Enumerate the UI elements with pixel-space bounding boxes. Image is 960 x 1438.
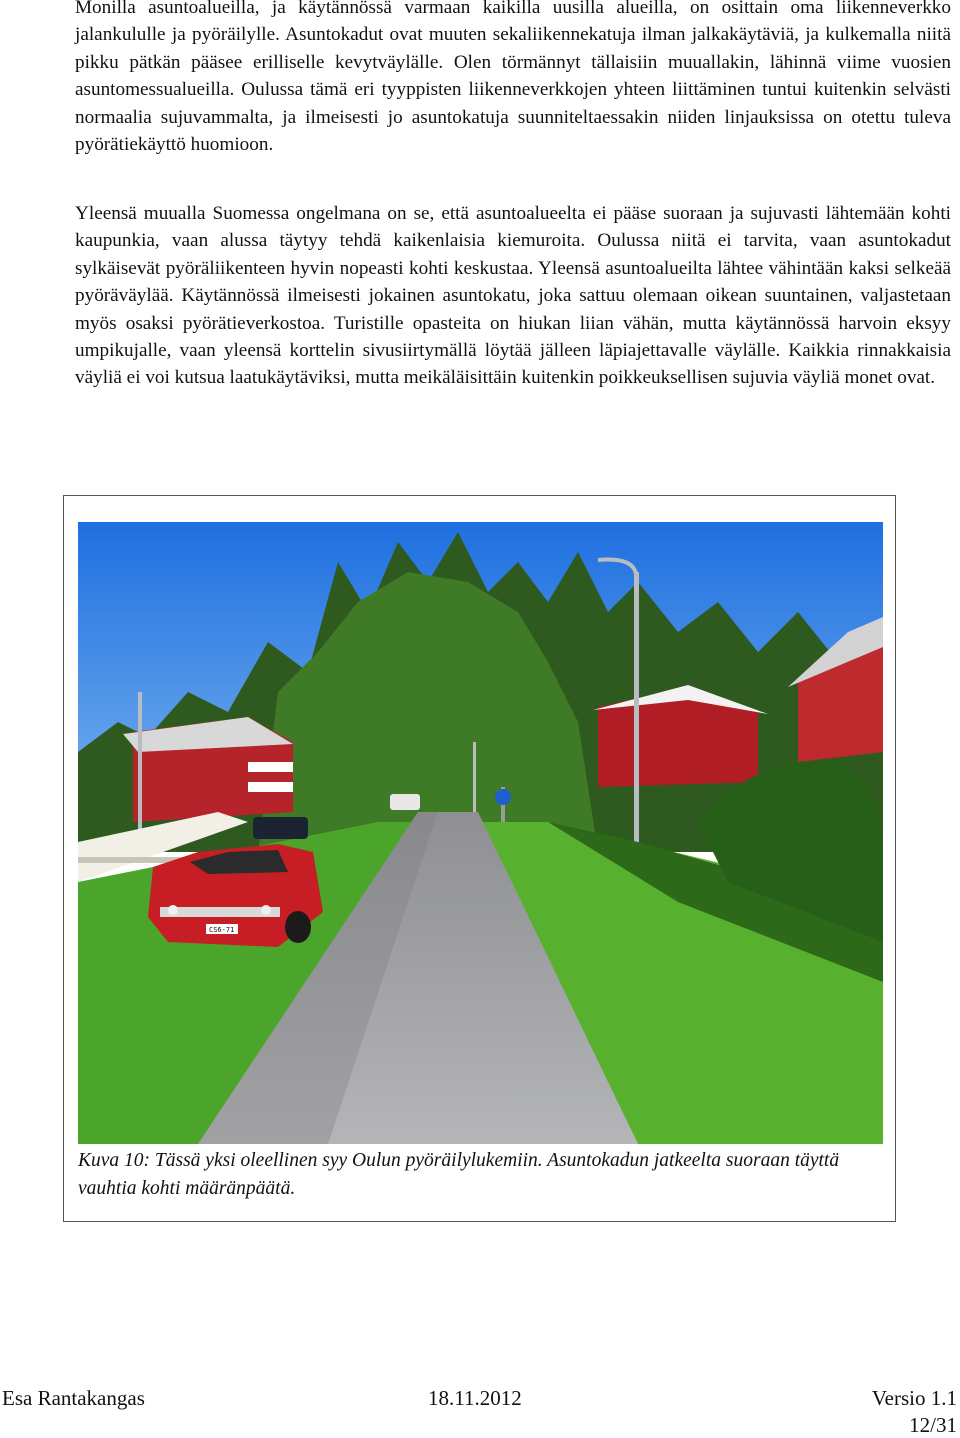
footer-author: Esa Rantakangas: [2, 1386, 145, 1410]
photo-residential-street: [78, 522, 883, 1144]
body-paragraph: Monilla asuntoalueilla, ja käytännössä varmaan kaikilla uusilla alueilla, on osittain oma liikenneverkko jalankululle ja pyöräilylle. Asuntokadut ovat muuten sekaliikennekatuja ilman jalkakäytäviä, ja kulkemalla niitä pikku pätkän pääsee erilliselle kevytväylälle. Olen törmännyt tällaisiin muuallakin, lähinnä viime vuosien asuntomessualueilla. Oulussa tämä eri tyyppisten liikenneverkkojen yhteen liittäminen tuntui kuitenkin selvästi normaalia sujuvammalta, ja ilmeisesti jo asuntokatuja suunniteltaessakin niiden linjauksissa on otettu tuleva pyörätiekäyttö huomioon.: [75, 0, 951, 156]
figure-caption: Kuva 10: Tässä yksi oleellinen syy Oulun pyöräilylukemiin. Asuntokadun jatkeelta suoraan täyttä vauhtia kohti määränpäätä.: [78, 1150, 840, 1199]
license-plate-text: CS6-71: [209, 926, 235, 934]
footer-version: Versio 1.1: [871, 1386, 957, 1410]
body-paragraph: Yleensä muualla Suomessa ongelmana on se, että asuntoalueelta ei pääse suoraan ja sujuvasti lähtemään kohti kaupunkia, vaan alussa täytyy tehdä kaikenlaisia kiemuroita. Oulussa niitä ei tarvita, vaan asuntokadut sylkäisevät pyöräliikenteen hyvin nopeasti kohti keskustaa. Yleensä asuntoalueilta lähtee vähintään kaksi selkeää pyöräväylää. Käytännössä ilmeisesti jokainen asuntokatu, joka sattuu olemaan oikean suuntainen, valjastetaan myös osaksi pyörätieverkostoa. Turistille opasteita on hiukan liian vähän, mutta käytännössä harvoin eksyy umpikujalle, vaan yleensä korttelin sivusiirtymällä löytää jälleen läpiajettavalle väylälle. Kaikkia rinnakkaisia väyliä ei voi kutsua laatukäytäviksi, mutta meikäläisittäin kuitenkin poikkeuksellisen sujuvia väyliä monet ovat.: [75, 203, 951, 389]
footer-date: 18.11.2012: [428, 1386, 522, 1410]
footer-page-number: 12/31: [909, 1413, 957, 1437]
